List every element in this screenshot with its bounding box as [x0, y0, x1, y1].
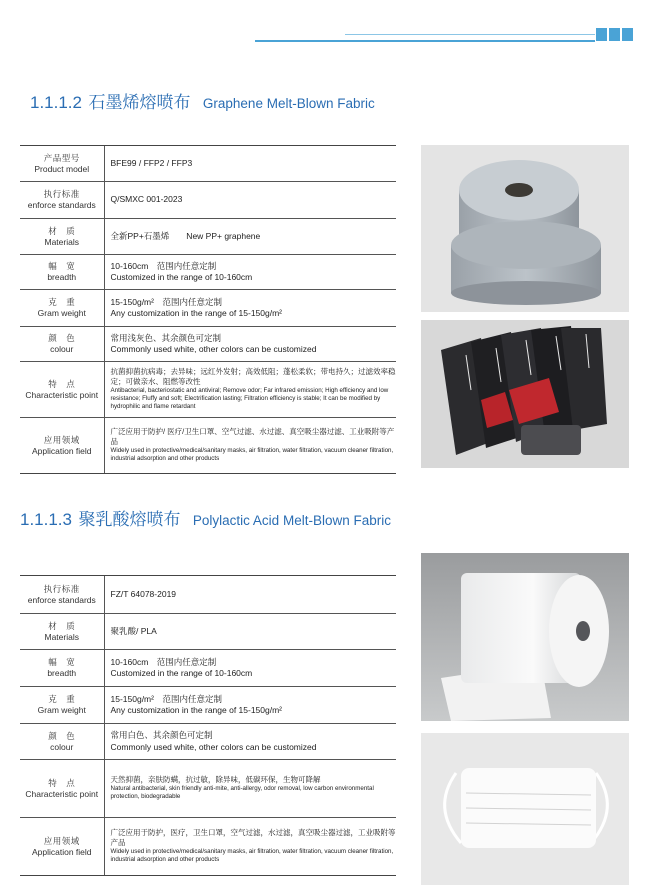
row-label-cell	[20, 760, 104, 818]
row-label-cell	[20, 362, 104, 418]
value-text: Commonly used white, other colors can be customized	[110, 741, 317, 752]
label-cn: 克 重	[48, 297, 76, 308]
header-decoration-line	[255, 40, 595, 42]
row-value-cell	[104, 182, 396, 219]
row-label-cell	[20, 255, 104, 290]
label-en: Characteristic point	[25, 788, 99, 799]
row-value-cell	[104, 327, 396, 362]
label-cn: 材 质	[48, 620, 76, 631]
spec-table-graphene	[20, 145, 396, 474]
label-en: Gram weight	[37, 308, 86, 318]
label-cn: 幅 宽	[48, 261, 76, 272]
table-row	[20, 362, 396, 418]
table-row	[20, 418, 396, 474]
value-text: 天然抑菌，亲肤防螨，抗过敏，除异味，低碳环保，生物可降解	[110, 775, 321, 785]
row-value-cell	[104, 146, 396, 182]
value-text: 10-160cm 范围内任意定制	[110, 260, 217, 271]
row-label-cell	[20, 146, 104, 182]
table-row	[20, 255, 396, 290]
packaged-masks-photo	[421, 320, 629, 468]
label-cn: 产品型号	[43, 152, 80, 163]
table-row	[20, 687, 396, 724]
section-title-graphene	[30, 88, 375, 113]
row-label-cell	[20, 687, 104, 724]
row-value-cell	[104, 818, 396, 876]
white-mask-photo	[421, 733, 629, 885]
gray-fabric-rolls-photo	[421, 145, 629, 312]
section-title-pla	[20, 505, 391, 530]
table-row	[20, 327, 396, 362]
section-title-en: Graphene Melt-Blown Fabric	[202, 96, 375, 111]
row-value-cell	[104, 687, 396, 724]
value-text: Antibacterial, bacteriostatic and antiviral; Remove odor; Far infrared emission; High efficiency and low resistance; Fluffy and soft; Electrification lasting; Filtration efficiency is stable; It can be modified by hydrophilic and flame retardant	[110, 386, 389, 411]
value-text: 抗菌抑菌抗病毒；去异味；远红外发射；高效低阻；蓬松柔软；带电持久；过滤效率稳定；可做亲水、阻燃等改性	[110, 367, 396, 386]
label-en: Materials	[44, 631, 79, 642]
value-text: Natural antibacterial, skin friendly anti-mite, anti-allergy, odor removal, low carbon environmental protection, biodegradable	[110, 785, 374, 801]
row-label-cell	[20, 219, 104, 255]
label-en: colour	[50, 344, 74, 354]
label-cn: 颜 色	[48, 333, 76, 344]
label-en: Application field	[31, 445, 92, 456]
row-value-cell	[104, 362, 396, 418]
value-text: 广泛应用于防护/ 医疗/卫生口罩、空气过滤、水过滤、真空吸尘器过滤、工业吸附等产品	[110, 427, 395, 447]
row-value-cell	[104, 219, 396, 255]
value-text: Any customization in the range of 15-150g/m²	[110, 308, 283, 318]
row-value-cell	[104, 724, 396, 760]
white-fabric-roll-photo	[421, 553, 629, 721]
value-text: Widely used in protective/medical/sanitary masks, air filtration, water filtration, vacuum cleaner filtration, industrial adsorption and other products	[110, 446, 394, 463]
label-en: Materials	[44, 236, 79, 247]
label-en: breadth	[47, 272, 77, 282]
table-row	[20, 182, 396, 219]
label-cn: 特 点	[48, 378, 76, 389]
spec-table-pla	[20, 575, 396, 876]
label-en: Product model	[34, 163, 90, 174]
row-label-cell	[20, 290, 104, 327]
table-row	[20, 650, 396, 687]
table-row	[20, 724, 396, 760]
table-row	[20, 614, 396, 650]
table-row	[20, 576, 396, 614]
row-value-cell	[104, 290, 396, 327]
label-en: enforce standards	[27, 200, 96, 210]
row-label-cell	[20, 327, 104, 362]
label-en: Characteristic point	[25, 389, 99, 400]
value-text: Q/SMXC 001-2023	[110, 194, 183, 205]
row-label-cell	[20, 818, 104, 876]
row-label-cell	[20, 650, 104, 687]
section-number: 1.1.1.2	[30, 93, 82, 112]
value-text: 15-150g/m² 范围内任意定制	[110, 296, 222, 307]
value-text: 聚乳酸/ PLA	[110, 625, 157, 636]
value-text: 10-160cm 范围内任意定制	[110, 656, 217, 667]
row-label-cell	[20, 182, 104, 219]
label-cn: 执行标准	[43, 583, 80, 594]
row-label-cell	[20, 576, 104, 614]
label-en: colour	[50, 741, 74, 752]
label-cn: 克 重	[48, 694, 76, 705]
label-en: enforce standards	[27, 594, 96, 605]
label-en: Application field	[31, 846, 92, 857]
row-label-cell	[20, 418, 104, 474]
row-value-cell	[104, 650, 396, 687]
table-row	[20, 146, 396, 182]
value-text: 常用白色、其余颜色可定制	[110, 730, 213, 741]
table-row	[20, 760, 396, 818]
label-cn: 幅 宽	[48, 657, 76, 668]
value-text: Any customization in the range of 15-150g/m²	[110, 705, 283, 715]
label-en: breadth	[47, 668, 77, 678]
section-number: 1.1.1.3	[20, 510, 72, 529]
value-text: BFE99 / FFP2 / FFP3	[110, 157, 193, 168]
row-label-cell	[20, 724, 104, 760]
row-value-cell	[104, 614, 396, 650]
table-row	[20, 219, 396, 255]
label-cn: 应用领域	[43, 835, 80, 846]
value-text: 常用浅灰色、其余颜色可定制	[110, 332, 222, 343]
label-en: Gram weight	[37, 705, 86, 715]
table-row	[20, 818, 396, 876]
section-title-cn: 石墨烯熔喷布	[88, 93, 191, 112]
value-text: 15-150g/m² 范围内任意定制	[110, 693, 222, 704]
row-value-cell	[104, 576, 396, 614]
row-value-cell	[104, 760, 396, 818]
value-text: Customized in the range of 10-160cm	[110, 272, 253, 282]
value-text: 全新PP+石墨烯 New PP+ graphene	[110, 230, 261, 241]
header-decoration-blocks	[596, 28, 633, 41]
value-text: Commonly used white, other colors can be customized	[110, 344, 317, 354]
label-cn: 执行标准	[43, 189, 80, 200]
header-decoration-line-thin	[345, 34, 595, 35]
row-value-cell	[104, 255, 396, 290]
label-cn: 特 点	[48, 777, 76, 788]
table-row	[20, 290, 396, 327]
value-text: Widely used in protective/medical/sanitary masks, air filtration, water filtration, vacuum cleaner filtration, industrial adsorption and other products	[110, 847, 394, 864]
value-text: Customized in the range of 10-160cm	[110, 668, 253, 678]
row-value-cell	[104, 418, 396, 474]
label-cn: 材 质	[48, 225, 76, 236]
section-title-en: Polylactic Acid Melt-Blown Fabric	[192, 513, 391, 528]
row-label-cell	[20, 614, 104, 650]
section-title-cn: 聚乳酸熔喷布	[78, 510, 181, 529]
label-cn: 颜 色	[48, 730, 76, 741]
label-cn: 应用领域	[43, 434, 80, 445]
value-text: 广泛应用于防护，医疗，卫生口罩，空气过滤，水过滤，真空吸尘器过滤，工业吸附等产品	[110, 828, 396, 848]
value-text: FZ/T 64078-2019	[110, 588, 177, 599]
